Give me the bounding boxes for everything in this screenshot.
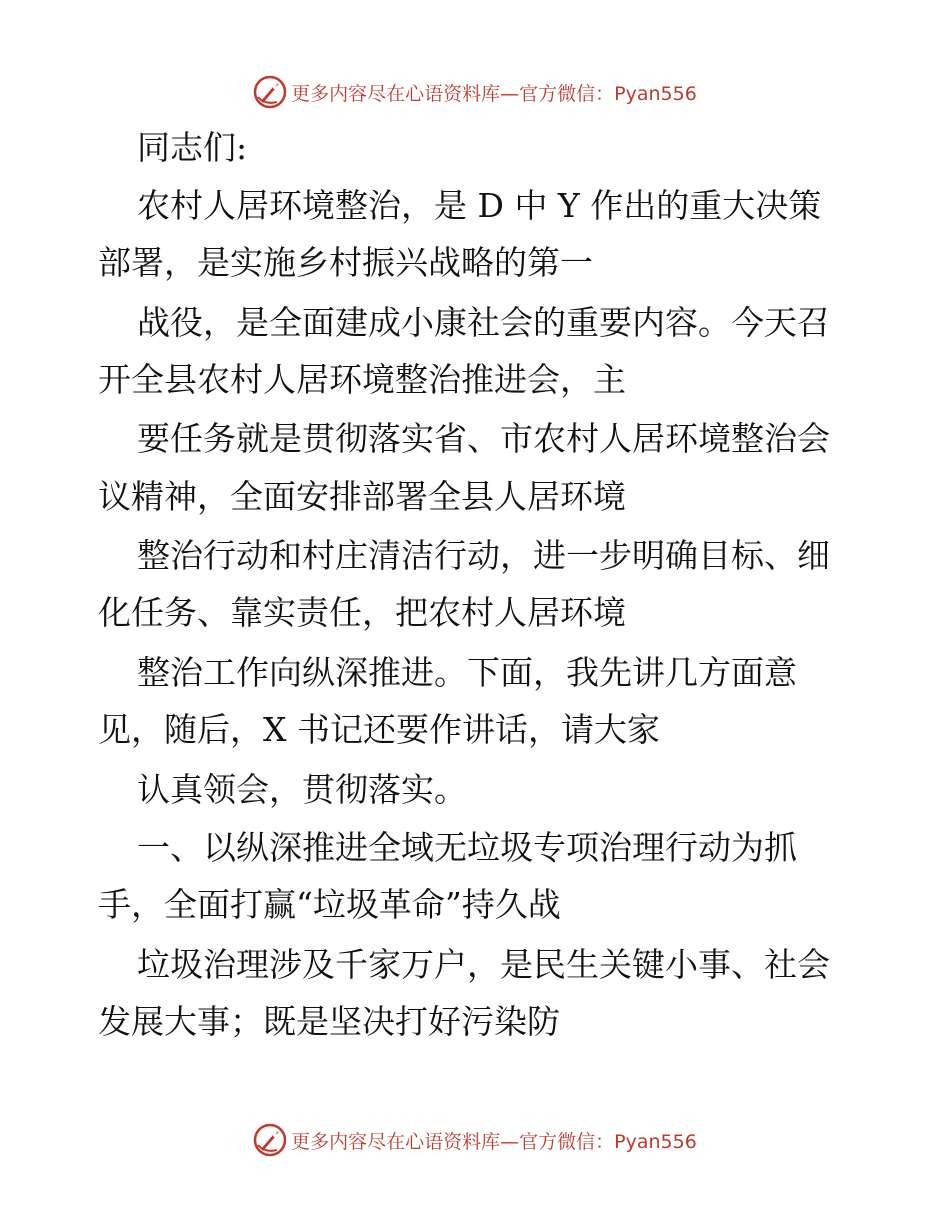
paragraph-line: 战役，是全面建成小康社会的重要内容。今天召 [137,303,830,342]
paragraph-line: 要任务就是贯彻落实省、市农村人居环境整治会 [137,419,830,458]
header-banner-inner [253,75,697,109]
paragraph-line: 农村人居环境整治，是 D 中 Y 作出的重大决策 [137,186,822,225]
paragraph-line: 部署，是实施乡村振兴战略的第一 [98,243,593,282]
paragraph-line: 议精神，全面安排部署全县人居环境 [98,477,626,516]
paragraph-line: 见，随后，X 书记还要作讲话，请大家 [98,710,660,749]
section-heading-line: 一、以纵深推进全域无垃圾专项治理行动为抓 [137,828,797,867]
footer-banner [0,1120,950,1160]
paragraph-line: 整治工作向纵深推进。下面，我先讲几方面意 [137,653,797,692]
paragraph-line: 整治行动和村庄清洁行动，进一步明确目标、细 [137,536,830,575]
paragraph-line: 发展大事；既是坚决打好污染防 [98,1002,560,1041]
fountain-pen-nib-logo-icon [253,75,287,109]
header-banner [0,72,950,112]
footer-banner-text: 更多内容尽在心语资料库—官方微信：Pyan556 [291,1130,697,1153]
fountain-pen-nib-logo-icon [253,1123,287,1157]
paragraph-line: 垃圾治理涉及千家万户，是民生关键小事、社会 [137,945,830,984]
paragraph-line: 认真领会，贯彻落实。 [137,770,467,809]
footer-banner-inner [253,1123,697,1157]
header-banner-text: 更多内容尽在心语资料库—官方微信：Pyan556 [291,82,697,105]
salutation-line: 同志们: [137,128,248,167]
paragraph-line: 开全县农村人居环境整治推进会，主 [98,360,626,399]
section-heading-line: 手，全面打赢“垃圾革命”持久战 [98,885,561,924]
paragraph-line: 化任务、靠实责任，把农村人居环境 [98,593,626,632]
